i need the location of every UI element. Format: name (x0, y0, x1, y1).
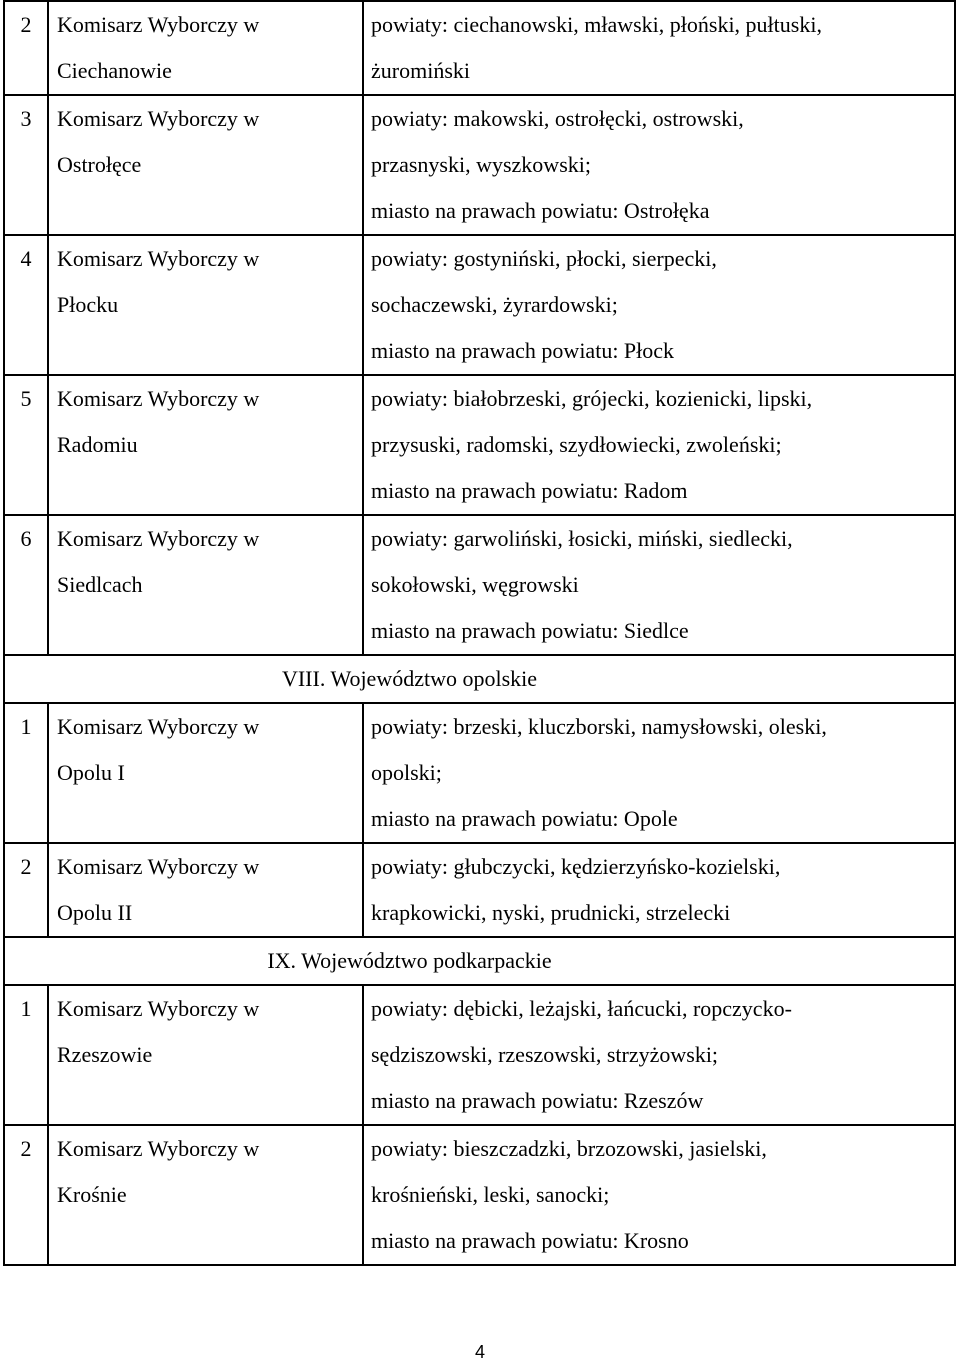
commissioner-office (48, 703, 363, 843)
area-line: miasto na prawach powiatu: Płock (371, 338, 675, 363)
jurisdiction-area (363, 95, 955, 235)
area-line: sochaczewski, żyrardowski; (371, 292, 618, 317)
table-row (4, 1, 955, 95)
area-line: powiaty: bieszczadzki, brzozowski, jasielski, (371, 1136, 767, 1161)
area-line: krapkowicki, nyski, prudnicki, strzelecki (371, 900, 731, 925)
section-title: IX. Województwo podkarpackie (4, 937, 955, 985)
section-title: VIII. Województwo opolskie (4, 655, 955, 703)
area-line: przasnyski, wyszkowski; (371, 152, 591, 177)
row-number: 2 (4, 1, 48, 95)
table-row (4, 375, 955, 515)
row-number: 2 (4, 843, 48, 937)
area-line: miasto na prawach powiatu: Opole (371, 806, 678, 831)
office-line: Komisarz Wyborczy w (57, 1136, 260, 1161)
commissioner-office (48, 375, 363, 515)
area-line: powiaty: garwoliński, łosicki, miński, siedlecki, (371, 526, 793, 551)
table-row (4, 985, 955, 1125)
row-number: 4 (4, 235, 48, 375)
area-line: powiaty: białobrzeski, grójecki, kozienicki, lipski, (371, 386, 813, 411)
jurisdiction-area (363, 703, 955, 843)
office-line: Ostrołęce (57, 152, 142, 177)
area-line: opolski; (371, 760, 442, 785)
jurisdiction-area (363, 985, 955, 1125)
office-line: Opolu I (57, 760, 125, 785)
table-row (4, 515, 955, 655)
area-line: powiaty: dębicki, leżajski, łańcucki, ropczycko- (371, 996, 792, 1021)
commissioner-office (48, 985, 363, 1125)
office-line: Komisarz Wyborczy w (57, 106, 260, 131)
jurisdiction-area (363, 375, 955, 515)
jurisdiction-area (363, 515, 955, 655)
area-line: krośnieński, leski, sanocki; (371, 1182, 610, 1207)
table-row (4, 703, 955, 843)
row-number: 1 (4, 985, 48, 1125)
table-body (4, 1, 955, 1265)
table-row (4, 1125, 955, 1265)
office-line: Komisarz Wyborczy w (57, 714, 260, 739)
area-line: sędziszowski, rzeszowski, strzyżowski; (371, 1042, 719, 1067)
row-number: 5 (4, 375, 48, 515)
jurisdiction-area (363, 1125, 955, 1265)
row-number: 2 (4, 1125, 48, 1265)
section-header-row (4, 937, 955, 985)
office-line: Komisarz Wyborczy w (57, 12, 260, 37)
area-line: powiaty: gostyniński, płocki, sierpecki, (371, 246, 717, 271)
table-row (4, 843, 955, 937)
office-line: Płocku (57, 292, 119, 317)
area-line: miasto na prawach powiatu: Krosno (371, 1228, 689, 1253)
area-line: powiaty: ciechanowski, mławski, płoński, pułtuski, (371, 12, 822, 37)
section-header-row (4, 655, 955, 703)
office-line: Radomiu (57, 432, 138, 457)
row-number: 1 (4, 703, 48, 843)
area-line: miasto na prawach powiatu: Radom (371, 478, 688, 503)
table-row (4, 95, 955, 235)
page-number: 4 (474, 1342, 485, 1362)
office-line: Rzeszowie (57, 1042, 153, 1067)
area-line: miasto na prawach powiatu: Ostrołęka (371, 198, 710, 223)
commissioner-office (48, 515, 363, 655)
area-line: powiaty: makowski, ostrołęcki, ostrowski, (371, 106, 744, 131)
commissioner-office (48, 235, 363, 375)
office-line: Krośnie (57, 1182, 127, 1207)
area-line: miasto na prawach powiatu: Rzeszów (371, 1088, 704, 1113)
office-line: Komisarz Wyborczy w (57, 526, 260, 551)
commissioner-office (48, 1125, 363, 1265)
commissioner-table (3, 0, 956, 1266)
area-line: powiaty: brzeski, kluczborski, namysłowski, oleski, (371, 714, 827, 739)
office-line: Ciechanowie (57, 58, 172, 83)
office-line: Komisarz Wyborczy w (57, 854, 260, 879)
jurisdiction-area (363, 235, 955, 375)
office-line: Komisarz Wyborczy w (57, 246, 260, 271)
commissioner-office (48, 1, 363, 95)
office-line: Opolu II (57, 900, 133, 925)
office-line: Siedlcach (57, 572, 143, 597)
area-line: powiaty: głubczycki, kędzierzyńsko-kozielski, (371, 854, 781, 879)
jurisdiction-area (363, 843, 955, 937)
area-line: sokołowski, węgrowski (371, 572, 579, 597)
area-line: przysuski, radomski, szydłowiecki, zwoleński; (371, 432, 782, 457)
jurisdiction-area (363, 1, 955, 95)
row-number: 3 (4, 95, 48, 235)
table-row (4, 235, 955, 375)
area-line: żuromiński (371, 58, 470, 83)
row-number: 6 (4, 515, 48, 655)
office-line: Komisarz Wyborczy w (57, 996, 260, 1021)
commissioner-office (48, 843, 363, 937)
office-line: Komisarz Wyborczy w (57, 386, 260, 411)
area-line: miasto na prawach powiatu: Siedlce (371, 618, 689, 643)
commissioner-office (48, 95, 363, 235)
